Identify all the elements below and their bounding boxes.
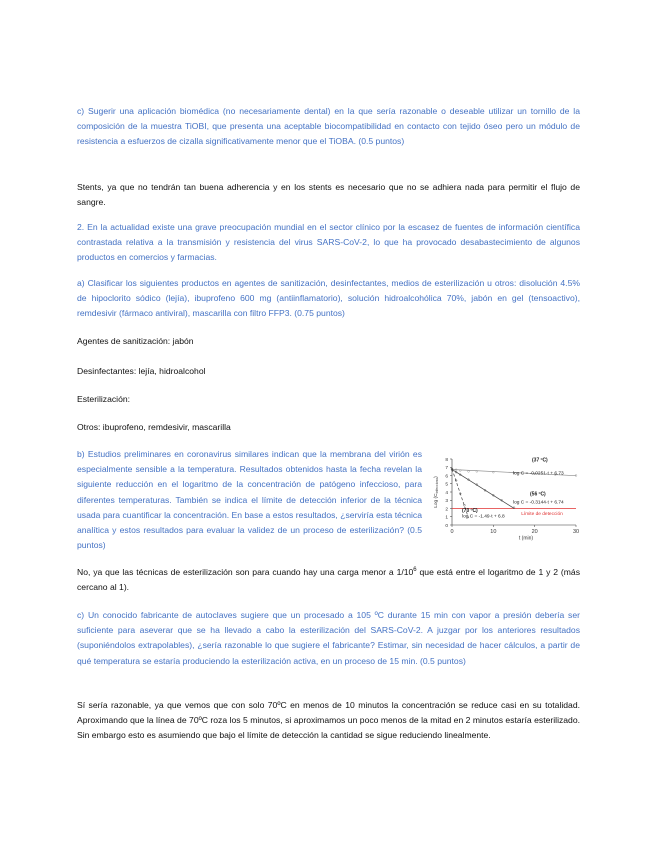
x-tick-label: 0	[450, 529, 454, 535]
answer-2b	[77, 565, 580, 595]
x-tick-label: 30	[572, 529, 580, 535]
y-tick-label: 5	[445, 482, 448, 488]
answer-2b-text-a: No, ya que las técnicas de esterilización son para cuando hay una carga menor a 1/10	[77, 567, 414, 577]
answer-2b-text-b: que está entre el logaritmo de 1 y 2 (más cercano al 1).	[77, 567, 580, 593]
series-equation-label: log C = -0.3144·t + 6.74	[513, 500, 564, 506]
chart-ticks	[445, 457, 579, 535]
question-2-intro: 2. En la actualidad existe una grave preocupación mundial en el sector clínico por la escasez de fuentes de información científica contrastada relativa a la transmisión y resistencia del virus SARS-CoV-2, lo que ha provocado desabastecimiento de algunos productos en comercios y farmacias.	[77, 222, 580, 263]
y-tick-label: 3	[445, 499, 448, 505]
series-equation-label: log C = -0.0251·t + 6.73	[513, 471, 564, 477]
y-tick-label: 0	[445, 523, 448, 529]
question-2c: c) Un conocido fabricante de autoclaves sugiere que un procesado a 105 ºC durante 15 min con vapor a presión debería ser suficiente para aseverar que se ha llevado a cabo la esterilización del SARS-CoV-2. A juzgar por los anteriores resultados (suponiéndolos extrapolables), ¿sería razonable lo que sugiere el fabricante? Estimar, sin necesidad de hacer cálculos, a partir de qué temperatura se estaría produciendo la esterilización activa, en un proceso de 15 min. (0.5 puntos)	[77, 610, 580, 666]
series-name-label: (37 ºC)	[532, 457, 548, 464]
x-tick-label: 10	[490, 529, 497, 535]
series-equation-label: log C = -1.49·t + 6.8	[462, 514, 505, 520]
y-axis-label: Log $(C_{infeccioso})$	[434, 476, 440, 508]
answer-1c: Stents, ya que no tendrán tan buena adherencia y en los stents es necesario que no se adhiera nada para permitir el flujo de sangre.	[77, 182, 580, 208]
answer-2b-exponent: 6	[413, 567, 417, 574]
y-tick-label: 1	[445, 515, 448, 521]
y-tick-label: 8	[445, 457, 448, 463]
answer-sterilization: Esterilización:	[77, 394, 131, 404]
answer-others: Otros: ibuprofeno, remdesivir, mascarilla	[77, 422, 231, 432]
answer-disinfectants: Desinfectantes: lejía, hidroalcohol	[77, 366, 206, 376]
y-tick-label: 2	[445, 507, 448, 513]
x-axis-label: t (min)	[518, 535, 534, 541]
data-point	[464, 504, 466, 506]
answer-sanitizers: Agentes de sanitización: jabón	[77, 336, 194, 346]
fit-line-1	[452, 469, 514, 508]
y-tick-label: 6	[445, 474, 448, 480]
detection-limit-label: Límite de detección	[521, 512, 563, 517]
inactivation-chart	[430, 455, 582, 541]
series-name-label: (56 ºC)	[530, 491, 546, 498]
x-tick-label: 20	[531, 529, 538, 535]
answer-2c: Sí sería razonable, ya que vemos que con solo 70ºC en menos de 10 minutos la concentración se reduce casi en su totalidad. Aproximando que la línea de 70ºC roza los 5 minutos, si aproximamos un poco menos de la mitad en 2 minutos estaría esterilizado. Sin embargo esto es asumiendo que bajo el límite de detección la cantidad se sigue reduciendo linealmente.	[77, 700, 580, 741]
series-name-label: (70 ºC)	[462, 507, 478, 514]
y-tick-label: 4	[445, 490, 448, 496]
y-tick-label: 7	[445, 466, 448, 472]
question-2a: a) Clasificar los siguientes productos en agentes de sanitización, desinfectantes, medios de esterilización u otros: disolución 4.5% de hipoclorito sódico (lejía), ibuprofeno 600 mg (antiinflamatorio), solución hidroalcohólica 70%, jabón en gel (tensoactivo), remdesivir (fármaco antiviral), mascarilla con filtro FFP3. (0.75 puntos)	[77, 278, 580, 319]
data-point	[468, 470, 470, 472]
question-1c: c) Sugerir una aplicación biomédica (no necesariamente dental) en la que sería razonable o deseable utilizar un tornillo de la composición de la muestra TiOBI, que presenta una aceptable biocompatibilidad en contacto con tejido óseo pero un módulo de resistencia a esfuerzos de cizalla significativamente menor que el TiOBA. (0.5 puntos)	[77, 106, 580, 147]
question-2b: b) Estudios preliminares en coronavirus similares indican que la membrana del virión es especialmente sensible a la temperatura. Resultados obtenidos hasta la fecha revelan la siguiente reducción en el logaritmo de la concentración de patógeno infeccioso, para diferentes temperaturas. También se indica el límite de detección inferior de la técnica usada para cuantificar la concentración. En base a estos resultados, ¿serviría esta técnica analítica y estos resultados para evaluar la validez de un proceso de esterilización? (0.5 puntos)	[77, 449, 422, 551]
